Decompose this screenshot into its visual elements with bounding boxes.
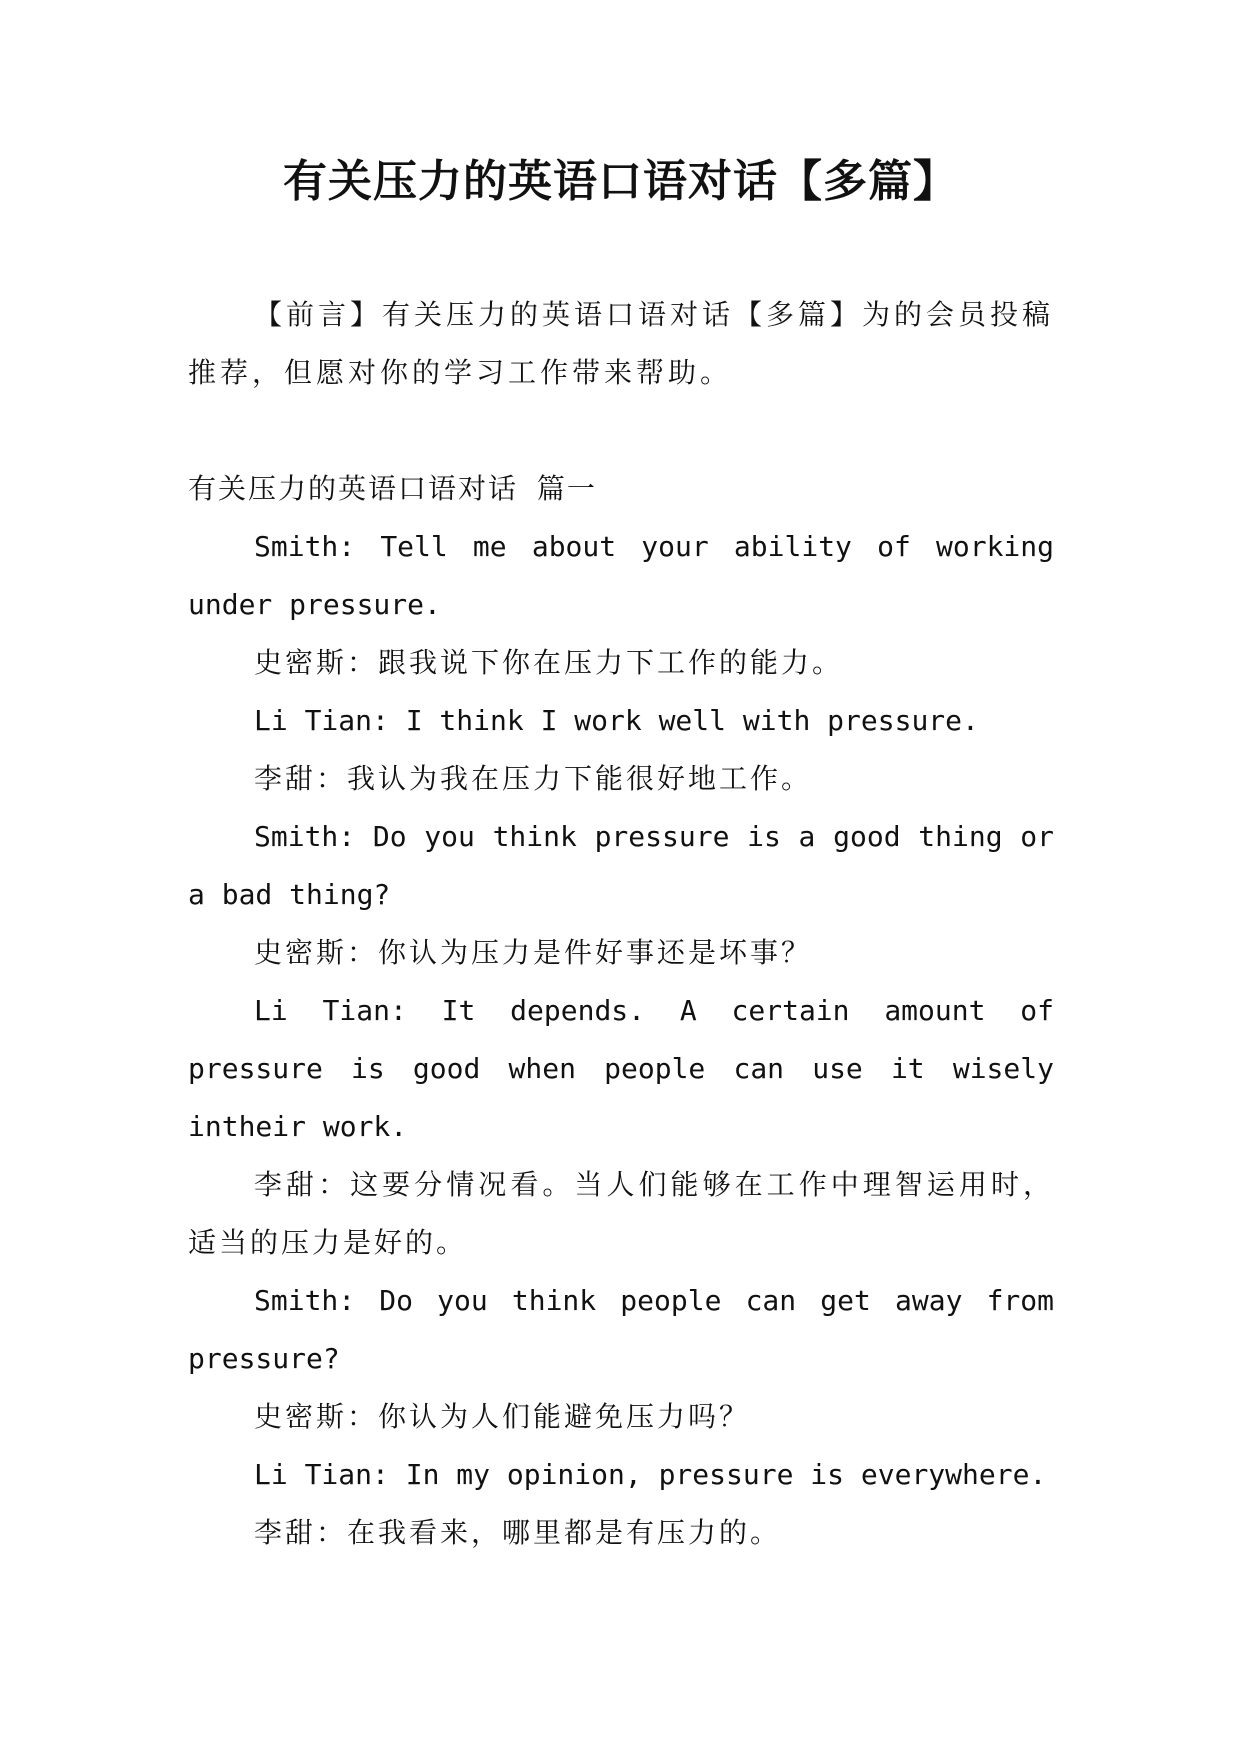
dialogue-line-smith: Smith: Tell me about your ability of working under pressure. xyxy=(188,530,1054,621)
preface-paragraph: 【前言】有关压力的英语口语对话【多篇】为的会员投稿推荐，但愿对你的学习工作带来帮助。 xyxy=(188,298,1055,389)
dialogue-line-translation: 李甜：这要分情况看。当人们能够在工作中理智运用时，适当的压力是好的。 xyxy=(188,1168,1054,1259)
dialogue-line-translation: 史密斯：你认为人们能避免压力吗？ xyxy=(254,1400,751,1433)
dialogue-line-smith: Smith: Do you think people can get away from pressure? xyxy=(188,1284,1054,1375)
dialogue-line-li-tian: Li Tian: In my opinion, pressure is everywhere. xyxy=(254,1458,1047,1491)
dialogue-line-li-tian: Li Tian: It depends. A certain amount of pressure is good when people can use it wisely intheir work. xyxy=(188,994,1054,1143)
dialogue-line-translation: 李甜：我认为我在压力下能很好地工作。 xyxy=(254,762,813,795)
dialogue-line-translation: 李甜：在我看来，哪里都是有压力的。 xyxy=(254,1516,782,1549)
document-title: 有关压力的英语口语对话【多篇】 xyxy=(283,156,958,207)
dialogue xyxy=(188,518,1054,1562)
dialogue-line-translation: 史密斯：跟我说下你在压力下工作的能力。 xyxy=(254,646,844,679)
section-heading: 有关压力的英语口语对话 篇一 xyxy=(188,472,597,505)
dialogue-line-li-tian: Li Tian: I think I work well with pressure. xyxy=(254,704,979,737)
dialogue-line-translation: 史密斯：你认为压力是件好事还是坏事？ xyxy=(254,936,813,969)
dialogue-line-smith: Smith: Do you think pressure is a good thing or a bad thing? xyxy=(188,820,1054,911)
